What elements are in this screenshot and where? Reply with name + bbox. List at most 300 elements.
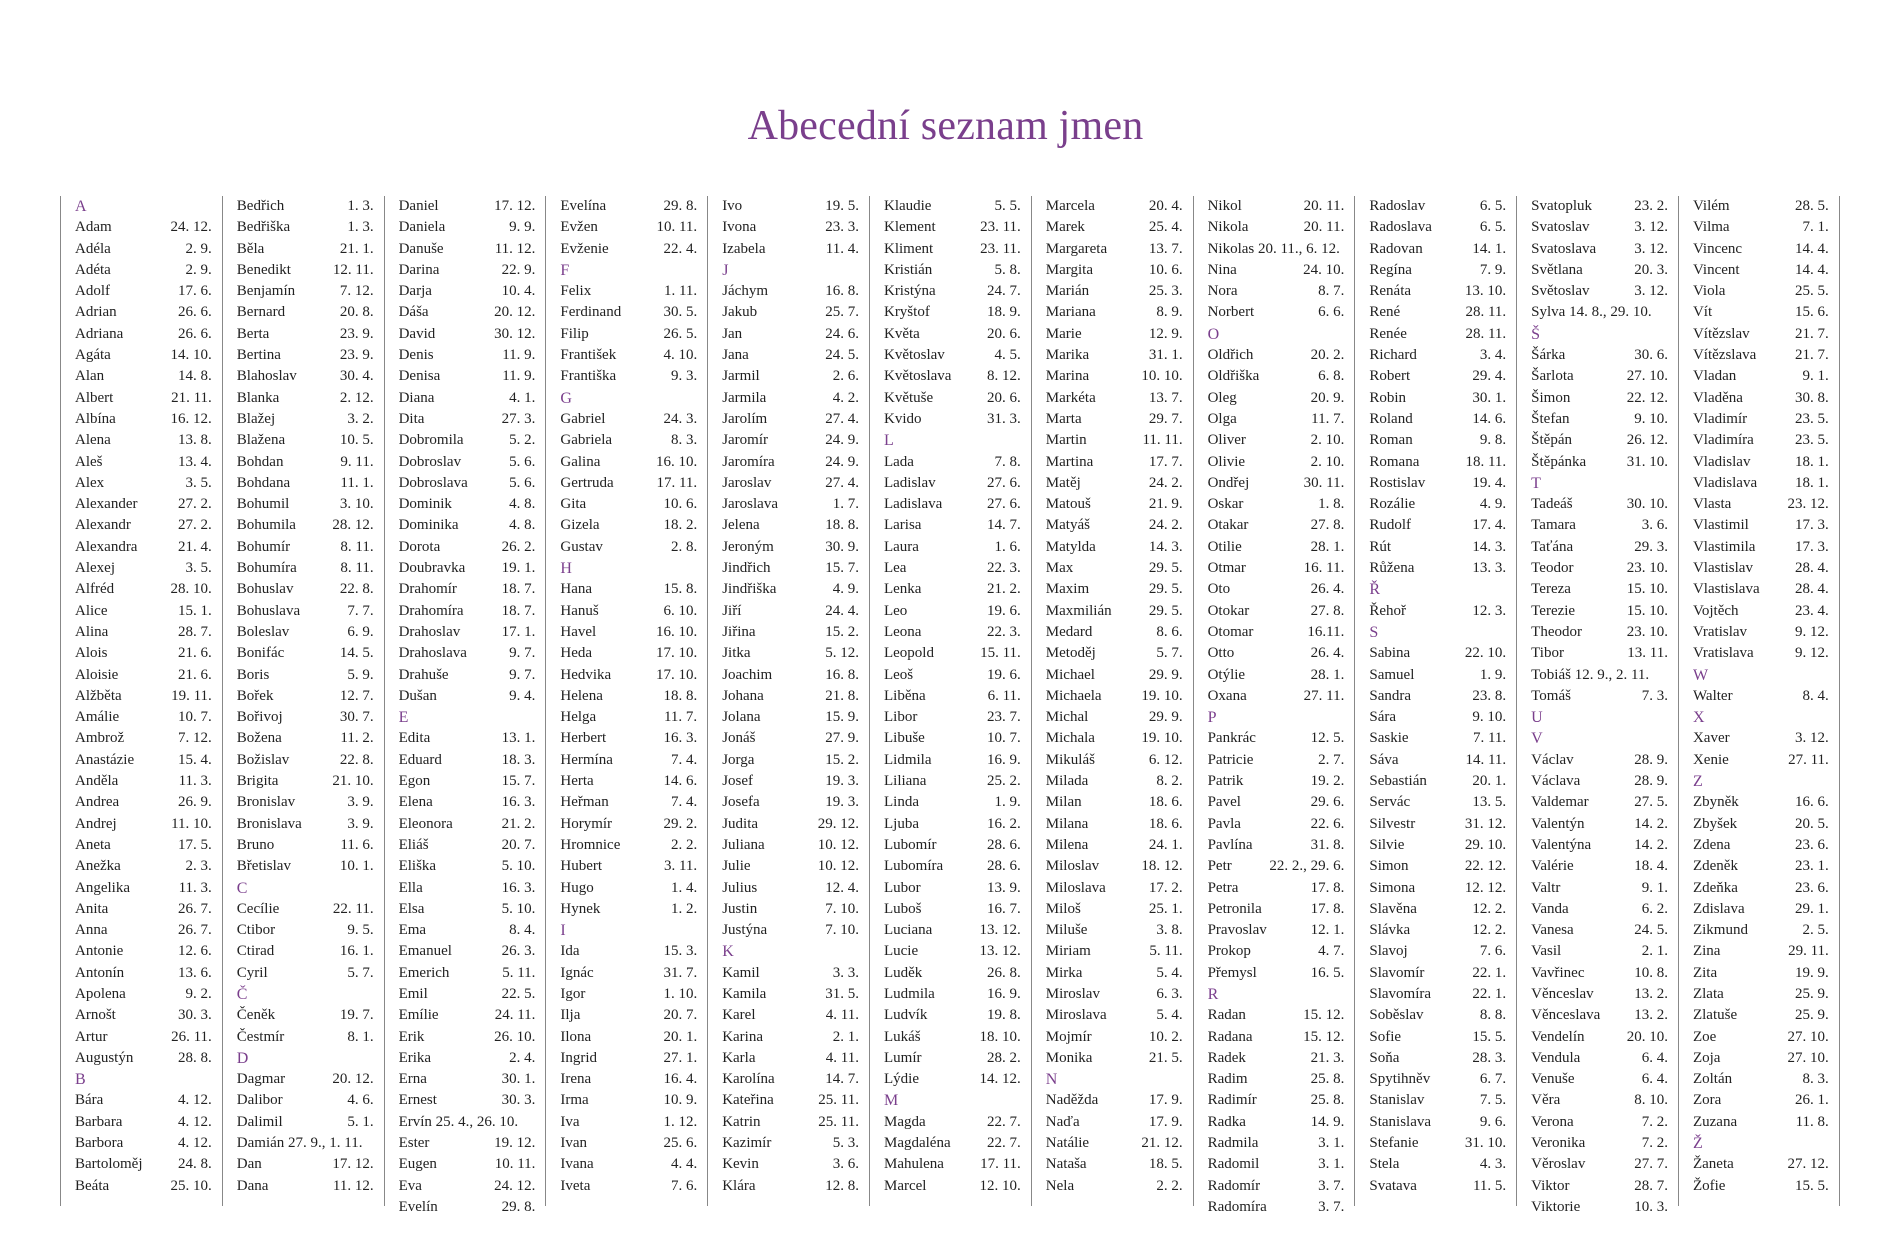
name-day-date: 31. 8. [1310,836,1345,853]
name-entry [237,899,374,920]
name-label: Andrej [75,815,117,832]
name-label: Laura [883,538,919,555]
name-entry [399,728,536,749]
name-entry [1208,601,1345,622]
name-label: Stela [1369,1156,1400,1173]
name-day-date: 4. 11. [825,1049,859,1066]
name-label: Bohdan [236,453,284,470]
name-entry [1369,388,1506,409]
name-label: Hynek [560,900,601,917]
name-label: Miloš [1045,900,1081,917]
name-day-date: 15. 2. [825,751,859,768]
name-day-date: 13. 11. [1627,645,1668,662]
name-day-date: 7. 5. [1479,1092,1507,1109]
name-day-date: 17. 4. [1472,517,1507,534]
name-entry [560,281,697,302]
name-label: Jan [722,325,743,342]
name-day-date: 12. 2. [1472,922,1507,939]
name-entry [1208,473,1345,494]
name-day-date: 3. 1. [1318,1156,1345,1173]
name-day-date: 30. 12. [494,325,536,342]
name-day-date: 7. 11. [1472,730,1507,747]
name-entry [1369,1005,1506,1026]
name-entry [399,814,536,835]
name-day-date: 7. 10. [825,900,859,917]
name-day-date: 18. 11. [1465,453,1507,470]
name-label: Jolana [722,709,761,726]
name-day-date: 13. 6. [178,964,212,981]
name-label: Dominika [398,517,459,534]
name-day-date: 11. 8. [1795,1113,1829,1130]
name-label: Vít [1692,304,1713,321]
name-label: Jonáš [722,730,756,747]
name-day-date: 30. 3. [501,1092,536,1109]
name-label: Beáta [75,1177,110,1194]
name-day-date: 22. 8. [339,581,374,598]
name-entry [722,366,859,387]
name-label: Otýlie [1207,666,1246,683]
name-entry [1208,941,1345,962]
name-day-date: 1. 4. [670,879,698,896]
letter-label: J [722,261,729,279]
letter-heading [1208,984,1345,1005]
name-label: Božislav [236,751,290,768]
name-label: Sylva 14. 8., 29. 10. [1531,304,1652,321]
name-label: Damián 27. 9., 1. 11. [236,1135,363,1152]
name-label: Samuel [1369,666,1415,683]
name-day-date: 13. 5. [1472,794,1507,811]
name-day-date: 27. 1. [663,1049,698,1066]
name-label: Tobiáš 12. 9., 2. 11. [1531,666,1650,683]
name-label: Milena [1045,836,1089,853]
name-entry [722,388,859,409]
name-day-date: 3. 11. [663,858,698,875]
name-day-date: 14. 12. [979,1071,1021,1088]
name-entry [1369,1027,1506,1048]
name-day-date: 24. 5. [1634,922,1668,939]
name-label: Silvestr [1369,815,1416,832]
name-label: Apolena [75,985,126,1002]
name-label: Radomír [1207,1177,1261,1194]
name-entry [1046,941,1183,962]
name-label: Johana [722,687,764,704]
name-day-date: 8. 2. [1156,773,1183,790]
letter-label: Č [236,985,248,1003]
name-label: Jaroslava [722,496,778,513]
name-day-date: 26. 8. [987,964,1021,981]
name-label: Nikolas 20. 11., 6. 12. [1207,240,1340,257]
name-day-date: 16. 9. [987,751,1021,768]
name-entry [884,239,1021,260]
name-label: Edita [398,730,431,747]
name-label: Pavla [1207,815,1241,832]
name-label: Zuzana [1692,1113,1738,1130]
name-day-date: 12. 7. [339,687,374,704]
name-day-date: 3. 7. [1318,1198,1345,1215]
name-entry [722,1112,859,1133]
name-entry [1369,302,1506,323]
name-entry [884,941,1021,962]
name-label: Alžběta [75,687,122,704]
name-entry [560,707,697,728]
name-entry [884,984,1021,1005]
name-entry [237,1112,374,1133]
name-label: Karel [722,1007,756,1024]
name-day-date: 17. 8. [1310,900,1345,917]
name-day-date: 19. 10. [1141,687,1183,704]
name-day-date: 28. 1. [1310,666,1345,683]
name-label: Ivan [560,1135,588,1152]
name-day-date: 7. 6. [1479,943,1507,960]
name-entry [1046,792,1183,813]
name-label: Otilie [1207,538,1242,555]
name-day-date: 31. 10. [1626,453,1668,470]
name-label: Běla [236,240,265,257]
name-day-date: 14. 6. [663,773,698,790]
name-label: Dita [398,410,425,427]
name-entry [1693,452,1829,473]
name-day-date: 7. 7. [347,602,374,619]
name-label: Nela [1045,1177,1075,1194]
name-entry [1531,941,1668,962]
name-label: Evžen [560,219,598,236]
name-day-date: 7. 10. [825,922,859,939]
name-entry [1208,771,1345,792]
letter-heading [560,920,697,941]
name-day-date: 5. 10. [501,858,536,875]
name-entry [399,686,536,707]
name-day-date: 30. 6. [1634,347,1668,364]
name-day-date: 11. 11. [1142,432,1183,449]
name-entry [75,941,212,962]
name-day-date: 29. 1. [1795,900,1829,917]
name-label: Valentýn [1531,815,1585,832]
name-entry [1531,1090,1668,1111]
name-day-date: 31. 1. [1148,347,1183,364]
name-label: Ema [398,922,427,939]
name-label: Elena [398,794,433,811]
name-entry [237,473,374,494]
name-entry [237,814,374,835]
name-entry [399,1027,536,1048]
letter-heading [1531,473,1668,494]
name-entry [722,430,859,451]
name-day-date: 27. 6. [987,496,1021,513]
name-entry [75,665,212,686]
name-label: Michael [1045,666,1095,683]
name-entry [75,707,212,728]
name-label: Magda [883,1113,926,1130]
name-day-date: 16. 3. [663,730,698,747]
name-day-date: 5. 11. [1149,943,1183,960]
name-day-date: 25. 3. [1148,283,1183,300]
name-day-date: 11. 9. [502,347,536,364]
name-label: Hubert [560,858,603,875]
name-day-date: 7. 9. [1479,261,1507,278]
name-day-date: 28. 9. [1634,773,1668,790]
name-entry [1531,239,1668,260]
name-entry [75,963,212,984]
name-day-date: 29. 9. [1148,666,1183,683]
name-day-date: 21. 2. [501,815,536,832]
name-label: Bernard [236,304,286,321]
name-entry [1693,814,1829,835]
name-day-date: 16. 9. [987,985,1021,1002]
name-day-date: 18. 8. [663,687,698,704]
name-entry [75,686,212,707]
name-label: Bohumíra [236,560,297,577]
name-day-date: 21. 12. [1141,1135,1183,1152]
name-entry [884,899,1021,920]
name-day-date: 2. 10. [1310,432,1345,449]
name-label: Otto [1207,645,1235,662]
name-label: Kliment [883,240,934,257]
name-day-date: 22. 9. [501,261,536,278]
name-day-date: 14. 9. [1310,1113,1345,1130]
name-label: Svatoslava [1531,240,1597,257]
name-day-date: 2. 5. [1802,922,1829,939]
name-entry [399,643,536,664]
name-label: Josefa [722,794,760,811]
name-day-date: 23. 12. [1787,496,1829,513]
name-entry [1046,1027,1183,1048]
name-entry [1369,196,1506,217]
name-day-date: 28. 9. [1634,751,1668,768]
name-label: Drahoslav [398,623,461,640]
name-label: Alexandr [75,517,131,534]
name-label: Dalibor [236,1092,283,1109]
name-entry [722,1176,859,1197]
name-entry [1046,707,1183,728]
name-entry [1369,1154,1506,1175]
name-day-date: 16. 6. [1795,794,1829,811]
name-entry [1531,452,1668,473]
name-label: Vojtěch [1692,602,1739,619]
name-label: Oliver [1207,432,1246,449]
name-day-date: 11. 5. [1472,1177,1507,1194]
name-day-date: 10. 3. [1634,1198,1668,1215]
name-entry [237,963,374,984]
name-day-date: 26. 9. [178,794,212,811]
name-entry [560,622,697,643]
name-day-date: 31. 5. [825,985,859,1002]
name-entry [237,494,374,515]
name-entry [722,239,859,260]
name-day-date: 8. 12. [987,368,1021,385]
letter-label: I [560,922,566,940]
name-day-date: 5. 12. [825,645,859,662]
name-label: Břetislav [236,858,291,875]
name-day-date: 26. 12. [1626,432,1668,449]
name-day-date: 18. 9. [987,304,1021,321]
name-entry [1693,622,1829,643]
name-label: Bartoloměj [75,1156,143,1173]
name-day-date: 21. 6. [178,645,212,662]
name-entry [399,537,536,558]
name-entry [1693,473,1829,494]
name-day-date: 19. 2. [1310,773,1345,790]
name-label: Ctirad [236,943,275,960]
name-day-date: 26. 4. [1310,645,1345,662]
letter-heading [1693,1133,1829,1154]
name-day-date: 27. 2. [178,496,212,513]
name-label: Bohuslava [236,602,301,619]
name-entry [399,366,536,387]
name-day-date: 30. 10. [1626,496,1668,513]
name-label: Lea [883,560,907,577]
name-day-date: 27. 11. [1303,687,1345,704]
name-label: Václava [1531,773,1581,790]
name-day-date: 18. 5. [1148,1156,1183,1173]
name-label: Libuše [883,730,925,747]
name-entry [237,388,374,409]
name-entry [1208,1133,1345,1154]
name-day-date: 8. 4. [1802,687,1829,704]
name-day-date: 31. 3. [987,410,1021,427]
name-day-date: 22. 12. [1464,858,1507,875]
name-label: Petr [1207,858,1232,875]
name-label: Karina [722,1028,763,1045]
name-entry [237,1090,374,1111]
name-day-date: 9. 10. [1634,410,1668,427]
name-label: Jitka [722,645,751,662]
name-day-date: 30. 7. [339,709,374,726]
name-day-date: 11. 7. [1311,410,1345,427]
name-label: Miloslav [1045,858,1100,875]
name-entry [1208,1027,1345,1048]
name-label: Cecílie [236,900,280,917]
name-day-date: 4. 9. [1479,496,1507,513]
name-label: Adolf [75,283,110,300]
name-entry [1208,302,1345,323]
name-day-date: 13. 3. [1472,560,1507,577]
name-entry [237,196,374,217]
name-label: Joachim [722,666,773,683]
name-entry [884,260,1021,281]
name-entry [75,878,212,899]
name-entry [722,452,859,473]
name-entry [1208,750,1345,771]
name-day-date: 18. 3. [501,751,536,768]
letter-heading [722,941,859,962]
name-label: Agáta [75,347,111,364]
name-day-date: 21. 1. [339,240,374,257]
name-entry [1531,792,1668,813]
letter-label: H [560,560,572,578]
name-entry [1046,196,1183,217]
name-day-date: 24. 1. [1148,836,1183,853]
name-label: Erika [398,1049,432,1066]
letter-heading [1208,324,1345,345]
name-entry [884,707,1021,728]
name-day-date: 14. 8. [178,368,212,385]
name-label: Filip [560,325,589,342]
name-day-date: 22. 2., 29. 6. [1269,858,1345,875]
name-entry [722,750,859,771]
name-entry [399,941,536,962]
name-day-date: 16. 3. [501,794,536,811]
name-label: Bořek [236,687,274,704]
name-entry [1046,217,1183,238]
name-day-date: 18. 2. [663,517,698,534]
name-day-date: 16. 2. [987,815,1021,832]
name-entry [1369,239,1506,260]
name-day-date: 22. 1. [1472,964,1507,981]
name-label: Simona [1369,879,1416,896]
name-label: Arnošt [75,1007,116,1024]
letter-heading [1369,622,1506,643]
name-label: Jindřich [722,560,771,577]
name-label: Karolína [722,1071,775,1088]
name-day-date: 5. 7. [347,964,374,981]
name-entry [1208,452,1345,473]
name-entry [75,366,212,387]
name-label: Gabriela [560,432,613,449]
letter-heading [560,260,697,281]
name-day-date: 22. 11. [332,900,374,917]
name-day-date: 23. 4. [1795,602,1829,619]
name-day-date: 30. 1. [1472,389,1507,406]
name-day-date: 21. 3. [1310,1049,1345,1066]
letter-heading [1208,707,1345,728]
name-entry [237,1154,374,1175]
name-entry [884,1112,1021,1133]
name-label: Martin [1045,432,1087,449]
name-entry [75,409,212,430]
name-day-date: 28. 2. [987,1049,1021,1066]
name-label: Matyáš [1045,517,1090,534]
name-day-date: 2. 8. [670,538,698,555]
name-label: Bronislav [236,794,296,811]
name-entry [560,856,697,877]
letter-heading [75,1069,212,1090]
name-entry [560,1112,697,1133]
name-day-date: 13. 8. [178,432,212,449]
name-label: Žaneta [1692,1156,1734,1173]
name-entry [1208,1048,1345,1069]
name-label: Vladimír [1692,410,1748,427]
name-label: Zbyněk [1692,794,1739,811]
name-entry [1208,196,1345,217]
name-label: Vladislav [1692,453,1751,470]
name-entry [1046,579,1183,600]
name-column [1678,196,1840,1206]
name-entry [237,430,374,451]
name-day-date: 23. 6. [1795,836,1829,853]
name-day-date: 6. 5. [1479,219,1507,236]
name-day-date: 23. 5. [1795,410,1829,427]
name-day-date: 28. 8. [178,1049,212,1066]
name-entry [1369,941,1506,962]
name-entry [1208,1197,1345,1218]
name-day-date: 9. 1. [1641,879,1668,896]
name-day-date: 10. 11. [494,1156,536,1173]
name-day-date: 4. 8. [509,517,536,534]
name-entry [237,835,374,856]
name-entry [560,665,697,686]
name-entry [399,1048,536,1069]
name-label: Helena [560,687,603,704]
name-label: Vilém [1692,198,1730,214]
name-day-date: 27. 11. [1788,751,1829,768]
name-entry [1369,643,1506,664]
name-entry [722,1048,859,1069]
name-entry [1208,217,1345,238]
name-day-date: 22. 12. [1626,389,1668,406]
name-day-date: 13. 12. [979,943,1021,960]
name-day-date: 11. 3. [178,773,212,790]
name-label: Brigita [236,773,279,790]
